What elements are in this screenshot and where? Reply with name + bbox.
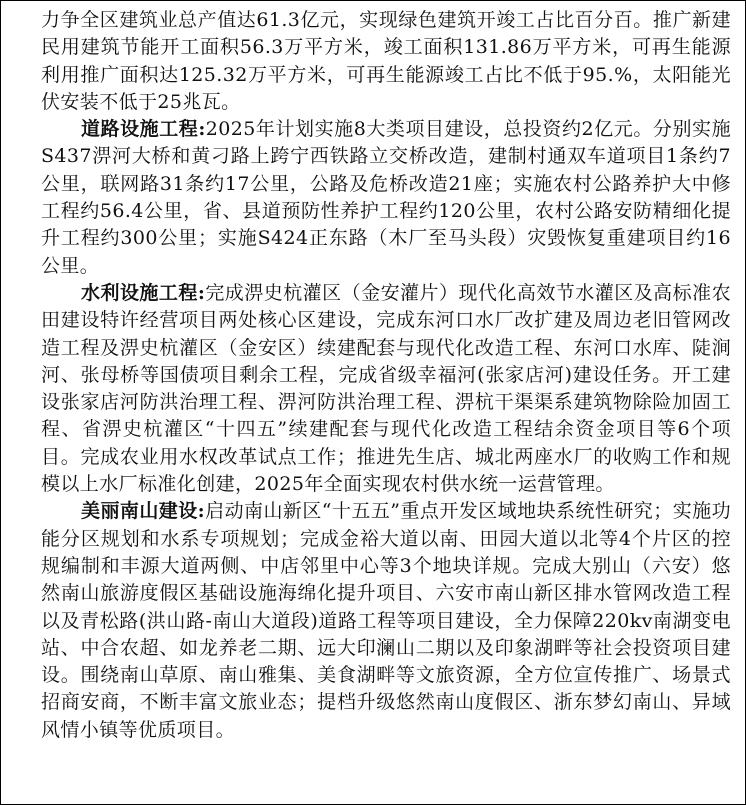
paragraph-text: 2025年计划实施8大类项目建设，总投资约2亿元。分别实施S437淠河大桥和黄刁路上跨宁西铁路立交桥改造，建制村通双车道项目1条约7公里，联网路31条约17公里，公路及危桥改造21座；实施农村公路养护大中修工程约56.4公里，省、县道预防性养护工程约120公里，农村公路安防精细化提升工程约300公里；实施S424正东路（木厂至马头段）灾毁恢复重建项目约16公里。 (41, 118, 731, 277)
section-heading-water: 水利设施工程: (81, 281, 206, 304)
paragraph-road-facilities (41, 116, 731, 280)
paragraph-text: 力争全区建筑业总产值达61.3亿元，实现绿色建筑开竣工占比百分百。推广新建民用建筑节能开工面积56.3万平方米，竣工面积131.86万平方米，可再生能源利用推广面积达125.32万平方米，可再生能源竣工占比不低于95.%，太阳能光伏安装不低于25兆瓦。 (41, 9, 731, 113)
section-heading-road: 道路设施工程: (81, 118, 206, 141)
section-heading-nanshan: 美丽南山建设: (81, 500, 206, 523)
document-body (41, 7, 731, 744)
paragraph-building-industry (41, 7, 731, 116)
paragraph-text: 启动南山新区“十五五”重点开发区域地块系统性研究；实施功能分区规划和水系专项规划；完成金裕大道以南、田园大道以北等4个片区的控规编制和丰源大道两侧、中店邻里中心等3个地块详规。完成大别山（六安）悠然南山旅游度假区基础设施海绵化提升项目、六安市南山新区排水管网改造工程以及青松路(洪山路-南山大道段)道路工程等项目建设，全力保障220kv南湖变电站、中合农超、如龙养老二期、远大印澜山二期以及印象湖畔等社会投资项目建设。围绕南山草原、南山雅集、美食湖畔等文旅资源，全方位宣传推广、场景式招商安商，不断丰富文旅业态；提档升级悠然南山度假区、浙东梦幻南山、异域风情小镇等优质项目。 (41, 500, 731, 741)
paragraph-text: 完成淠史杭灌区（金安灌片）现代化高效节水灌区及高标准农田建设特许经营项目两处核心区建设，完成东河口水厂改扩建及周边老旧管网改造工程及淠史杭灌区（金安区）续建配套与现代化改造工程、东河口水库、陡涧河、张母桥等国债项目剩余工程，完成省级幸福河(张家店河)建设任务。开工建设张家店河防洪治理工程、淠河防洪治理工程、淠杭干渠渠系建筑物除险加固工程、省淠史杭灌区“十四五”续建配套与现代化改造工程结余资金项目等6个项目。完成农业用水权改革试点工作；推进先生店、城北两座水厂的收购工作和规模以上水厂标准化创建，2025年全面实现农村供水统一运营管理。 (41, 281, 731, 496)
paragraph-water-facilities (41, 280, 731, 498)
paragraph-nanshan-construction (41, 498, 731, 744)
